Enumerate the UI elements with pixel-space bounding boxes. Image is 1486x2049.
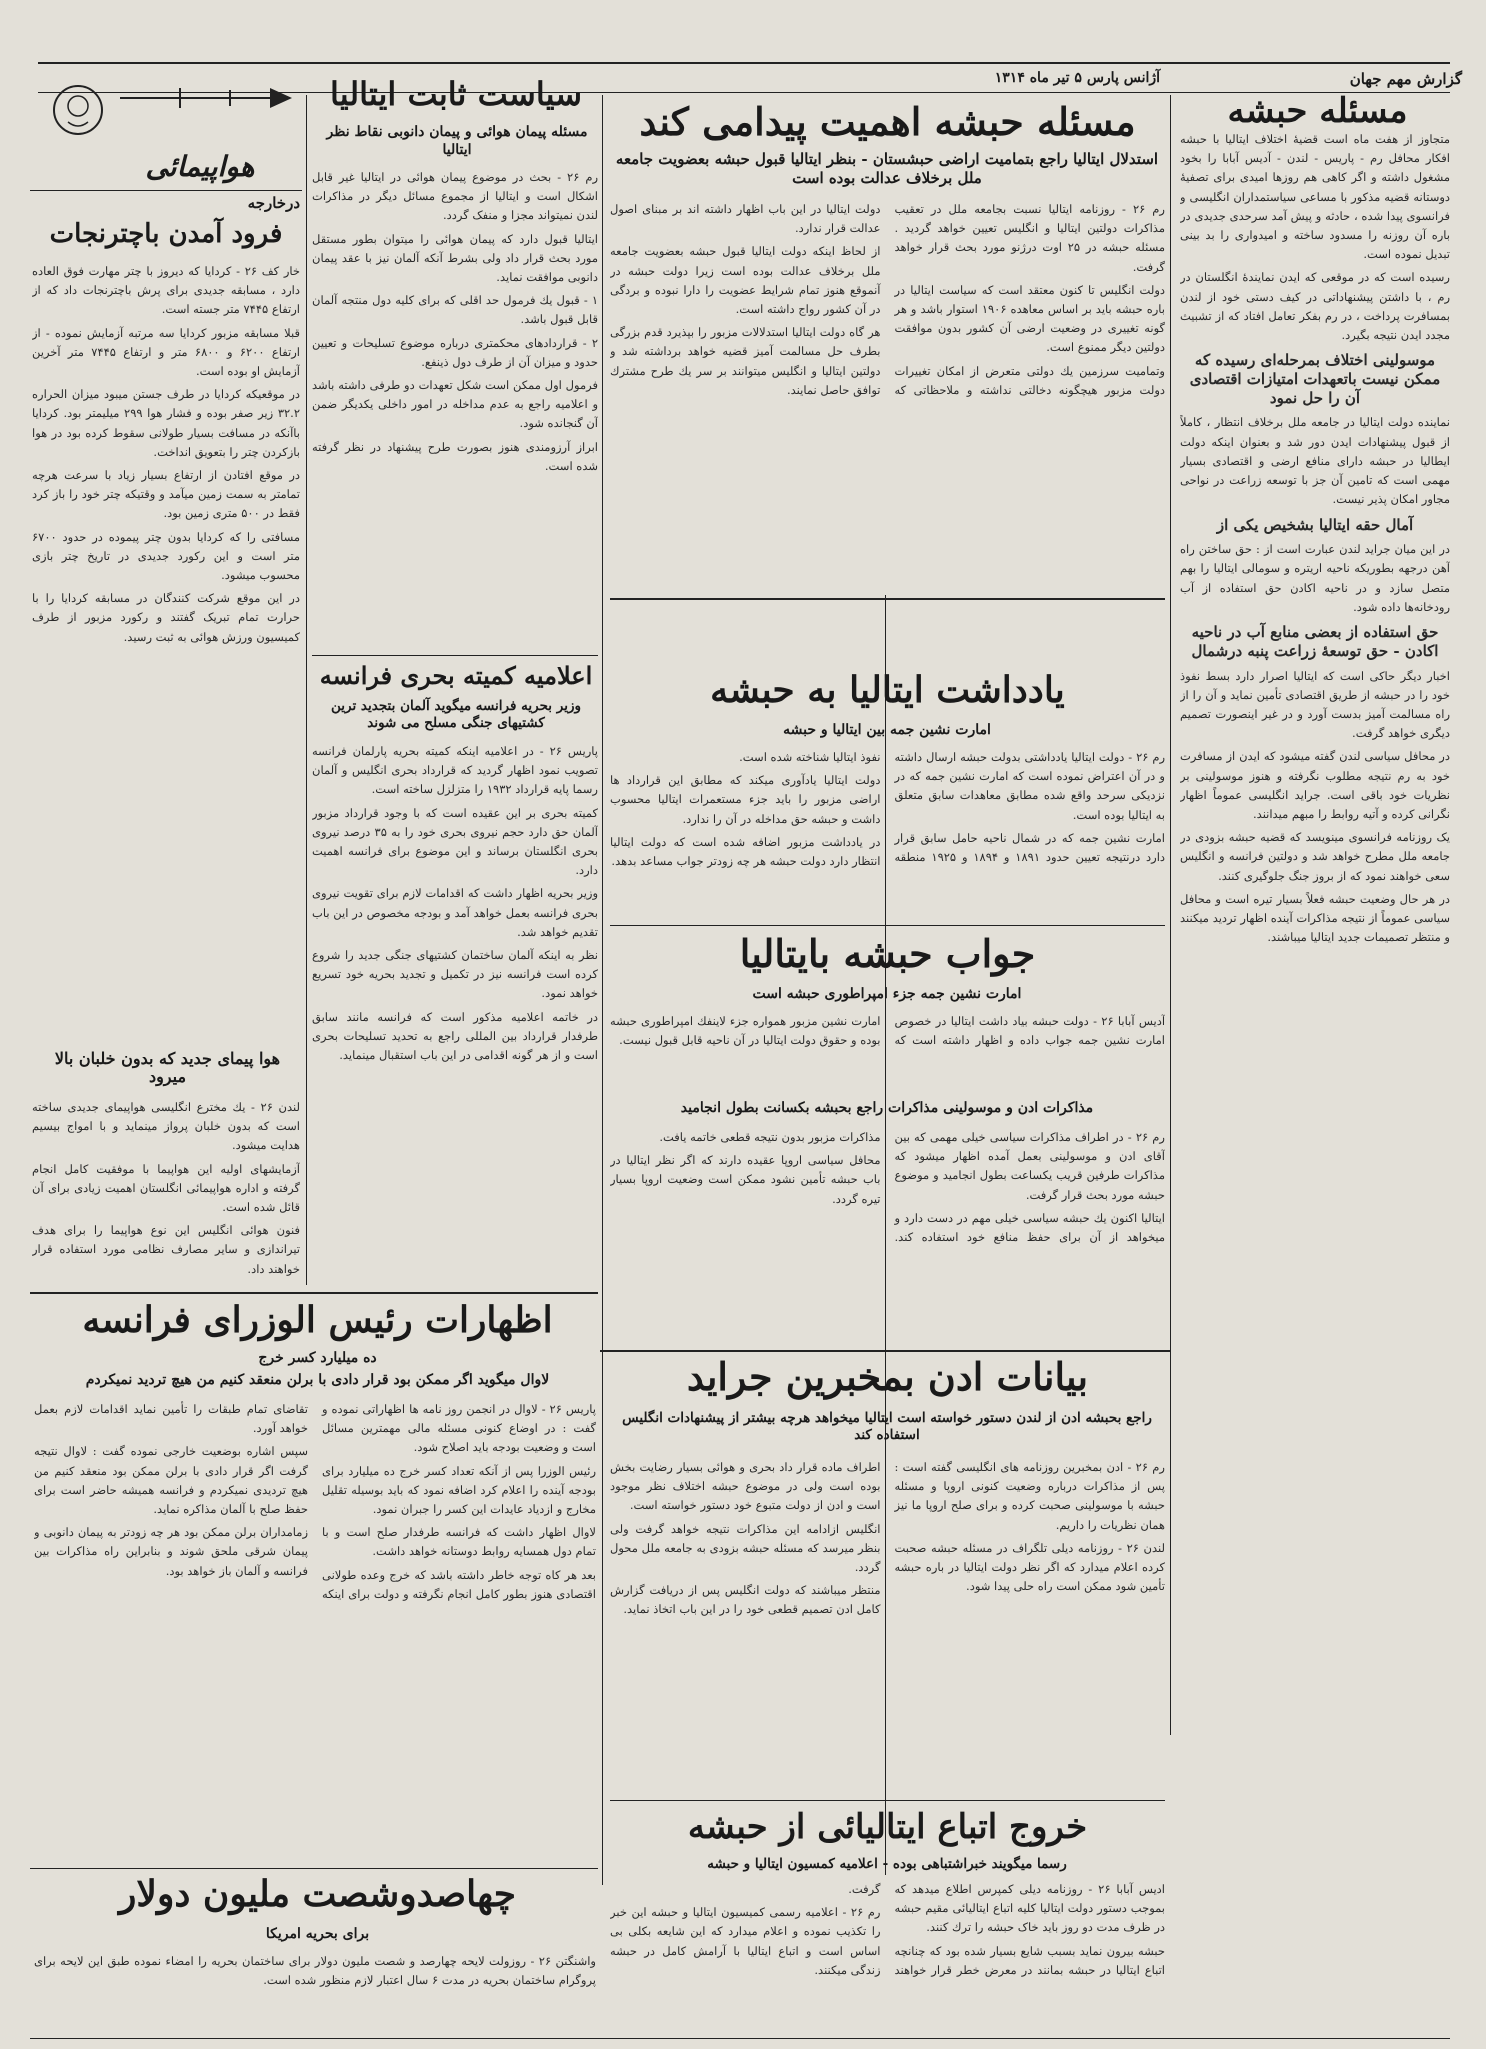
- navy-committee-para: کمیته بحری بر این عقیده است که با وجود قرارداد مزبور آلمان حق دارد حجم نیروی بحری خود را به ۳۵ درصد نیروی بحری انگلستان برساند و این موضوع برای فرانسه اهمیت دارد.: [312, 805, 598, 878]
- italy-policy-para: ابراز آرزومندی هنوز بصورت طرح پیشنهاد در نظر گرفته شده است.: [312, 439, 598, 473]
- abyssinia-para: نماینده دولت ایتالیا در جامعه ملل برخلاف انتظار ، کاملاً از قبول پیشنهادات ایدن دور شد و بعنوان اینکه دولت ایطالیا در حبشه دارای منافع ارضی و اقتصادی بسیار مهمی است که تامین آن جز با توسعه زراعت در نواحی مجاور امکان پذیر نیست.: [1180, 415, 1450, 507]
- masthead-left-label: گزارش مهم جهان: [1349, 70, 1462, 88]
- importance-para: وتمامیت سرزمین یك دولتی متعرض از امکان تغییرات دولت مزبور هیچگونه دخالتی نداشته و ملاحظاتی که دولت ایتالیا در این باب اظهار داشته اند بر مبنای اصول عدالت قرار ندارد.: [610, 202, 1165, 397]
- eden-para: اطراف ماده قرار داد بحری و هوائی بسیار رضایت بخش بوده است ولی در موضوع حبشه اختلاف نظر موجود است و ادن از دولت متبوع خود دستور خواسته است.: [610, 1460, 881, 1513]
- aviation-logo: [30, 70, 302, 190]
- abyssinia-para: در این میان جراید لندن عبارت است از : حق ساختن راه آهن درجهه بطوریکه ناحیه اریتره و سومالی ایتالیا را بهم متصل سازد و در ناحیه اکادن حق استفاده از آب رودخانه‌ها داده شود.: [1180, 542, 1450, 614]
- importance-para: دولت انگلیس تا کنون معتقد است که سیاست ایتالیا در باره حبشه باید بر اساس معاهده ۱۹۰۶ استوار باشد و هر گونه تغییری در وضعیت ارضی آن کشور بدون موافقت دولتین دیگر ممنوع است.: [894, 282, 1165, 355]
- reply-subhead-2: مذاکرات ادن و موسولینی مذاکرات راجع بحبشه بکسانت بطول انجامید: [680, 1100, 1094, 1116]
- eden-top-rule: [600, 1350, 1170, 1352]
- memorandum-para: امارت نشین جمه که در شمال ناحیه حامل سابق قرار دارد درنتیجه تعیین حدود ۱۸۹۱ و ۱۸۹۴ و ۱۹۲۵ منطقه نفوذ ایتالیا شناخته شده است.: [739, 750, 1165, 865]
- parachute-para: خار کف ۲۶ - کردایا که دیروز با چتر مهارت فوق العاده دارد ، مسابقه جدیدی برای پرش باچترنجات داد که از ارتفاع ۷۴۴۵ متر جسته است.: [32, 264, 300, 317]
- importance-para: از لحاظ اینکه دولت ایتالیا قبول حبشه بعضویت جامعه ملل برخلاف عدالت بوده است زیرا دولت حبشه در آنموقع هنوز تمام شرایط عضویت را دارا نبوده و بردگی در آن کشور رواج داشته است.: [610, 244, 881, 317]
- italy-policy-para: ۱ - قبول یك فرمول حد اقلی که برای کلیه دول منتجه آلمان قابل قبول باشد.: [312, 293, 598, 327]
- navy-committee-para: در خاتمه اعلامیه مذکور است که فرانسه مانند سابق طرفدار قرارداد بین المللی راجع به تحدید تسلیحات بحری است و از هر گونه اقدامی در این باب استقبال مینماید.: [312, 1009, 598, 1063]
- aviation-rule: [30, 190, 302, 191]
- eden-para: منتظر میباشند که دولت انگلیس پس از دریافت گزارش کامل ادن تصمیم قطعی خود را در این باب اتخاذ نماید.: [610, 1583, 881, 1617]
- aviation-logo-text: هواپیمائی: [145, 150, 255, 183]
- eden-title: بیانات ادن بمخبرین جراید: [686, 1354, 1089, 1399]
- pm-para: لاوال اظهار داشت که فرانسه طرفدار صلح است و با تمام دول همسایه روابط دوستانه خواهد داشت.: [322, 1525, 596, 1559]
- column-rule-5: [602, 1345, 603, 1885]
- reply-para: آدیس آبابا ۲۶ - دولت حبشه بیاد داشت ایتالیا در خصوص امارت نشین جمه جواب داده و اظهار داشته است که امارت نشین مزبور همواره جزء لاینفك امپراطوری حبشه بوده و حقوق دولت ایتالیا در آن ناحیه قابل قبول نیست.: [610, 1014, 1165, 1048]
- memorandum-body: [610, 748, 1165, 928]
- reply-subhead: امارت نشین جمه جزء امپراطوری حبشه است: [752, 986, 1022, 1002]
- abyssinia-subhead-1: موسولینی اختلاف بمرحله‌ای رسیده که ممکن نیست باتعهدات امتیازات اقتصادی آن را حل نمود: [1189, 351, 1441, 407]
- exodus-para: رم ۲۶ - اعلامیه رسمی کمیسیون ایتالیا و حبشه این خبر را تکذیب نموده و اعلام میدارد که این شایعه بکلی بی اساس است و اتباع ایتالیا با آرامش کامل در حبشه زندگی میکنند.: [610, 1905, 881, 1977]
- navy-committee-para: وزیر بحریه اظهار داشت که اقدامات لازم برای تقویت نیروی بحری فرانسه بعمل خواهد آمد و بودجه مخصوص در این باب تقدیم خواهد شد.: [312, 886, 598, 939]
- navy-committee-subhead: وزیر بحریه فرانسه میگوید آلمان بتجدید ترین کشتیهای جنگی مسلح می شوند: [330, 698, 582, 731]
- pm-body: [34, 1400, 596, 1860]
- pm-subhead-2: لاوال میگوید اگر ممکن بود قرار دادی با برلن منعقد کنیم من هیچ تردید نمیکردم: [85, 1372, 550, 1388]
- abyssinia-para: در هر حال وضعیت حبشه فعلاً بسیار تیره است و محافل سیاسی عموماً از نتیجه مذاکرات آینده اظهار تردید میکنند و منتظر تصمیمات جدید ایتالیا میباشند.: [1180, 891, 1450, 945]
- abyssinia-para: یک روزنامه فرانسوی مینویسد که قضیه حبشه بزودی در جامعه ملل مطرح خواهد شد و دولتین فرانسه و انگلیس سعی خواهند نمود که از بروز جنگ جلوگیری کنند.: [1180, 830, 1450, 883]
- importance-title: مسئله حبشه اهمیت پیدامی کند: [639, 99, 1136, 144]
- naval-program-subhead: برای بحریه امریکا: [265, 1926, 370, 1942]
- reply-para: ایتالیا اکنون یك حبشه سیاسی خیلی مهم در دست دارد و میخواهد از آن برای حفظ منافع خود استفاده کند. مذاکرات مزبور بدون نتیجه قطعی خاتمه یافت.: [659, 1130, 1165, 1245]
- reply-top-rule: [610, 925, 1165, 926]
- memorandum-para: در یادداشت مزبور اضافه شده است که دولت ایتالیا انتظار دارد دولت حبشه هر چه زودتر جواب مساعد بدهد.: [610, 834, 881, 869]
- drone-title: هوا پیمای جدید که بدون خلبان بالا میرود: [54, 1049, 281, 1087]
- pm-top-rule: [30, 1292, 598, 1294]
- pm-para: بعد هر کاه توجه خاطر داشته باشد که خرج وعده طولانی اقتصادی هنوز بطور کامل انجام نگرفته و دولت برای اینکه تقاضای تمام طبقات را تأمین نماید اقدامات لازم بعمل خواهد آورد.: [34, 1402, 596, 1601]
- memorandum-title: یادداشت ایتالیا به حبشه: [710, 669, 1065, 711]
- reply-body: [610, 1128, 1165, 1348]
- pm-para: سپس اشاره بوضعیت خارجی نموده گفت : لاوال نتیجه گرفت اگر قرار دادی با برلن ممکن بود منعقد کنیم من هیچ تردیدی نمیکردم و فرانسه همیشه حاضر است برای حفظ صلح با آلمان مذاکره نماید.: [34, 1444, 308, 1517]
- parachute-para: مسافتی را که کردایا بدون چتر پیموده در حدود ۶۷۰۰ متر است و این رکورد جدیدی در تاریخ چتر بازی محسوب میشود.: [32, 529, 300, 583]
- importance-body: [610, 200, 1165, 595]
- parachute-body: [32, 262, 300, 1042]
- top-border: [38, 62, 1450, 64]
- drone-para: آزمایشهای اولیه این هواپیما با موفقیت کامل انجام گرفته و اداره هواپیمائی انگلستان اهمیت زیادی برای آن قائل شده است.: [32, 1161, 300, 1215]
- exodus-body: [610, 1880, 1165, 2030]
- memorandum-subhead: امارت نشین جمه بین ایتالیا و حبشه: [783, 722, 991, 738]
- parachute-para: در این موقع شرکت کنندگان در مسابقه کردایا را با حرارت تمام تبریک گفتند و رکورد مزبور از طرف کمیسیون ورزش هوائی به ثبت رسید.: [32, 591, 300, 644]
- importance-para: رم ۲۶ - روزنامه ایتالیا نسبت بجامعه ملل در تعقیب مذاکرات دولتین ایتالیا و انگلیس تعیین خواهد گردید . مسئله حبشه در ۲۵ اوت درژنو مورد بحث قرار خواهد گرفت.: [894, 202, 1165, 274]
- italy-policy-title: سیاست ثابت ایتالیا: [329, 75, 583, 113]
- navy-committee-para: پاریس ۲۶ - در اعلامیه اینکه کمیته بحریه پارلمان فرانسه تصویب نمود اظهار گردید که قرارداد بحری انگلیس و آلمان رسما پایه قرارداد ۱۹۳۲ را متزلزل ساخته است.: [312, 744, 598, 797]
- importance-para: هر گاه دولت ایتالیا استدلالات مزبور را بپذیرد قدم بزرگی بطرف حل مسالمت آمیز قضیه خواهد برداشته شد و دولتین ایتالیا و انگلیس میتوانند بر سر یك طرح مشترك توافق حاصل نمایند.: [610, 325, 881, 397]
- airplane-icon: [30, 70, 302, 150]
- pm-para: پاریس ۲۶ - لاوال در انجمن روز نامه ها اظهاراتی نموده و گفت : در اوضاع کنونی مسئله مالی مهمترین مسائل است و وضعیت بودجه باید اصلاح شود.: [322, 1402, 596, 1455]
- eden-para: رم ۲۶ - ادن بمخبرین روزنامه های انگلیسی گفته است : پس از مذاکرات درباره وضعیت کنونی اروپا و مسئله حبشه با موسولینی صحبت کرده و برای صلح اروپا ما نیز همان نظریات را داریم.: [894, 1460, 1165, 1532]
- masthead-center-label: آژانس پارس ۵ تیر ماه ۱۳۱۴: [994, 70, 1160, 86]
- reply-para: محافل سیاسی اروپا عقیده دارند که اگر نظر ایتالیا در باب حبشه تأمین نشود ممکن است وضعیت اروپا بسیار تیره گردد.: [610, 1153, 881, 1206]
- exodus-subhead: رسما میگویند خبراشتباهی بوده - اعلامیه کمسیون ایتالیا و حبشه: [707, 1856, 1067, 1872]
- naval-program-title: چهاصدوشصت ملیون دولار: [119, 1873, 516, 1915]
- naval-top-rule: [30, 1868, 598, 1869]
- italy-policy-para: فرمول اول ممکن است شکل تعهدات دو طرفی داشته باشد و اعلامیه راجع به عدم مداخله در امور داخلی یکدیگر ضمن آن گنجانده شود.: [312, 378, 598, 431]
- abyssinia-para: در محافل سیاسی لندن گفته میشود که ایدن از مسافرت خود به رم نتیجه مطلوب نگرفته و هنوز موسولینی بر نظریات خود باقی است. جراید انگلیسی عموماً اظهار نگرانی کرده و آتیه روابط را مبهم میدانند.: [1180, 749, 1450, 821]
- pm-para: زمامداران برلن ممکن بود هر چه زودتر به پیمان دانوبی و پیمان شرقی ملحق شوند و بنابراین راه مذاکرات بین فرانسه و آلمان باز خواهد بود.: [34, 1525, 308, 1578]
- italy-policy-para: ۲ - قراردادهای محکمتری درباره موضوع تسلیحات و تعیین حدود و میزان آن از طرف دول ذینفع.: [312, 335, 598, 369]
- navy-committee-para: نظر به اینکه آلمان ساختمان کشتیهای جنگی جدید را شروع کرده است فرانسه نیز در تکمیل و تجدید بحریه خود تسریع خواهد نمود.: [312, 948, 598, 1001]
- section-abroad-label: درخارجه: [247, 194, 300, 212]
- memorandum-para: رم ۲۶ - دولت ایتالیا یادداشتی بدولت حبشه ارسال داشته و در آن اعتراض نموده است که امارت نشین جمه که در نزدیکی سرحد واقع شده مطابق معاهدات سابق متعلق به ایتالیا بوده است.: [894, 750, 1165, 822]
- pm-subhead: ده میلیارد کسر خرج: [258, 1350, 377, 1366]
- eden-subhead: راجع بحبشه ادن از لندن دستور خواسته است ایتالیا میخواهد هرچه بیشتر از پیشنهادات انگلیس استفاده کند: [622, 1410, 1152, 1443]
- abyssinia-para: متجاوز از هفت ماه است قضیهٔ اختلاف ایتالیا با حبشه افکار محافل رم - پاریس - لندن - آدیس آبابا را بخود مشغول داشته و اگر کاهی هم روزها امیدی برای تصفیهٔ دوستانه قضیه مذکور با مساعی سیاستمداران انگلیسی و فرانسوی پیدا شده ، حادثه و پیش آمد سرحدی جدیدی در باره آن روزنه را مسدود ساخته و امیدواری را بد بینی تبدیل نموده است.: [1180, 132, 1450, 262]
- abyssinia-para: اخبار دیگر حاکی است که ایتالیا اصرار دارد بسط نفوذ خود را در حبشه از طریق اقتصادی تأمین نماید و آن را از راه مسالمت آمیز بدست آورد و در غیر اینصورت تصمیم دیگری خواهد گرفت.: [1180, 668, 1450, 741]
- abyssinia-subhead-2: آمال حقه ایتالیا بشخیص یکی از: [1216, 515, 1414, 534]
- exodus-top-rule: [610, 1800, 1165, 1801]
- italy-policy-para: رم ۲۶ - بحث در موضوع پیمان هوائی در ایتالیا غیر قابل اشکال است و ایتالیا از مجموع مسائل دیگر در مذاکرات لندن نمیتواند مجزا و منفک گردد.: [312, 170, 598, 223]
- exodus-para: ادیس آبابا ۲۶ - روزنامه دیلی کمپرس اطلاع میدهد که بموجب دستور دولت ایتالیا کلیه اتباع ایتالیائی مقیم حبشه در ظرف مدت دو روز باید خاک حبشه را ترك کنند.: [894, 1882, 1165, 1935]
- eden-body: [610, 1458, 1165, 1798]
- pm-title: اظهارات رئیس الوزرای فرانسه: [82, 1299, 553, 1341]
- abyssinia-subhead-3: حق استفاده از بعضی منابع آب در ناحیه اکادن - حق توسعهٔ زراعت پنبه درشمال: [1191, 623, 1439, 660]
- reply-para: رم ۲۶ - در اطراف مذاکرات سیاسی خیلی مهمی که بین آقای ادن و موسولینی بعمل آمده اظهار میشود که مذاکرات طرفین قریب یکساعت بطول انجامید و موضوع حبشه مورد بحث قرار گرفت.: [894, 1130, 1165, 1202]
- abyssinia-para: رسیده است که در موقعی که ایدن نمایندهٔ انگلستان در رم ، با داشتن پیشنهاداتی در کیف دستی خود از لندن بمسافرت پرداخت ، در رم بفکر تعامل افتاد که از تشبیث مجدد ایدن نتیجه بگیرد.: [1180, 270, 1450, 343]
- importance-subhead: استدلال ایتالیا راجع بتمامیت اراضی حبشستان - بنظر ایتالیا قبول حبشه بعضویت جامعه ملل برخلاف عدالت بوده است: [615, 150, 1159, 187]
- italy-policy-para: ایتالیا قبول دارد که پیمان هوائی را میتوان بطور مستقل مورد بحث قرار داد ولی بشرط آنکه آلمان نیز با عقد پیمان دانوبی موافقت نماید.: [312, 231, 598, 285]
- memorandum-para: دولت ایتالیا یادآوری میکند که مطابق این قرارداد ها اراضی مزبور را باید جزء مستعمرات ایتالیا محسوب داشت و حبشه حق مداخله در آن را ندارد.: [610, 773, 881, 826]
- abyssinia-body: [1180, 130, 1450, 1730]
- navy-committee-body: [312, 742, 598, 1282]
- pm-para: رئیس الوزرا پس از آنکه تعداد کسر خرج ده میلیارد برای بودجه آینده را اعلام کرد اضافه نمود که باید بوسیله تقلیل مخارج و ازدیاد عایدات این کسر را جبران نمود.: [322, 1463, 596, 1517]
- column-rule-2: [602, 95, 603, 1360]
- exodus-title: خروج اتباع ایتالیائی از حبشه: [687, 1807, 1088, 1847]
- naval-program-para: واشنگتن ۲۶ - روزولت لایحه چهارصد و شصت ملیون دولار برای ساختمان بحریه را امضاء نموده طبق این لایحه برای پروگرام ساختمان بحریه در مدت ۶ سال اعتبار لازم منظور شده است.: [34, 1954, 596, 1988]
- exodus-para: حبشه بیرون نماید بسبب شایع بسیار شده بود که چنانچه اتباع ایتالیا در حبشه بمانند در معرض خطر قرار خواهند گرفت.: [848, 1882, 1165, 1977]
- drone-body: [32, 1098, 300, 1283]
- italy-policy-body: [312, 168, 598, 648]
- parachute-para: در موقع افتادن از ارتفاع بسیار زیاد با سرعت هرچه تمامتر به سمت زمین میآمد و وقتیکه چتر خود را باز کرد فقط در ۵۰۰ متری زمین بود.: [32, 468, 300, 521]
- drone-para: فنون هوائی انگلیس این نوع هواپیما را برای هدف تیراندازی و سایر مصارف نظامی مورد استفاده قرار خواهند داد.: [32, 1223, 300, 1276]
- italy-policy-subhead: مسئله پیمان هوائی و پیمان دانوبی نقاط نظر ایتالیا: [326, 124, 588, 158]
- eden-para: انگلیس ازادامه این مذاکرات نتیجه خواهد گرفت ولی بنظر میرسد که مسئله حبشه بزودی به جامعه ملل محول گردد.: [610, 1521, 881, 1575]
- eden-para: لندن ۲۶ - روزنامه دیلی تلگراف در مسئله حبشه صحبت کرده اعلام میدارد که اگر نظر دولت ایتالیا در باره حبشه تأمین شود ممکن است راه حلی پیدا شود.: [894, 1540, 1165, 1594]
- parachute-title: فرود آمدن باچترنجات: [49, 219, 283, 249]
- naval-program-body: [34, 1952, 596, 2032]
- navy-top-rule: [312, 655, 598, 656]
- reply-body-top: [610, 1012, 1165, 1097]
- parachute-para: در موقعیکه کردایا در طرف جستن میبود میزان الحراره ۳۲.۲ زیر صفر بوده و فشار هوا ۲۹۹ میلیمتر بود. کردایا باآنکه در مسافت بسیار طولانی سقوط کرده بود در هوا بازکردن چتر را بتعویق انداخت.: [32, 387, 300, 459]
- column-rule-3: [306, 95, 307, 1285]
- drone-para: لندن ۲۶ - یك مخترع انگلیسی هواپیمای جدیدی ساخته است که بدون خلبان پرواز مینماید و با امواج بیسیم هدایت میشود.: [32, 1100, 300, 1153]
- column-rule-1: [1170, 95, 1171, 1735]
- reply-title: جواب حبشه بایتالیا: [739, 931, 1036, 976]
- abyssinia-title: مسئله حبشه: [1227, 91, 1408, 131]
- parachute-para: قبلا مسابقه مزبور کردایا سه مرتبه آزمایش نموده - از ارتفاع ۶۲۰۰ و ۶۸۰۰ متر و ارتفاع ۷۴۴۵ متر آخرین آزمایش او بوده است.: [32, 325, 300, 379]
- bottom-rule: [30, 2038, 1450, 2039]
- memo-top-rule: [610, 598, 1165, 600]
- navy-committee-title: اعلامیه کمیته بحری فرانسه: [319, 661, 593, 690]
